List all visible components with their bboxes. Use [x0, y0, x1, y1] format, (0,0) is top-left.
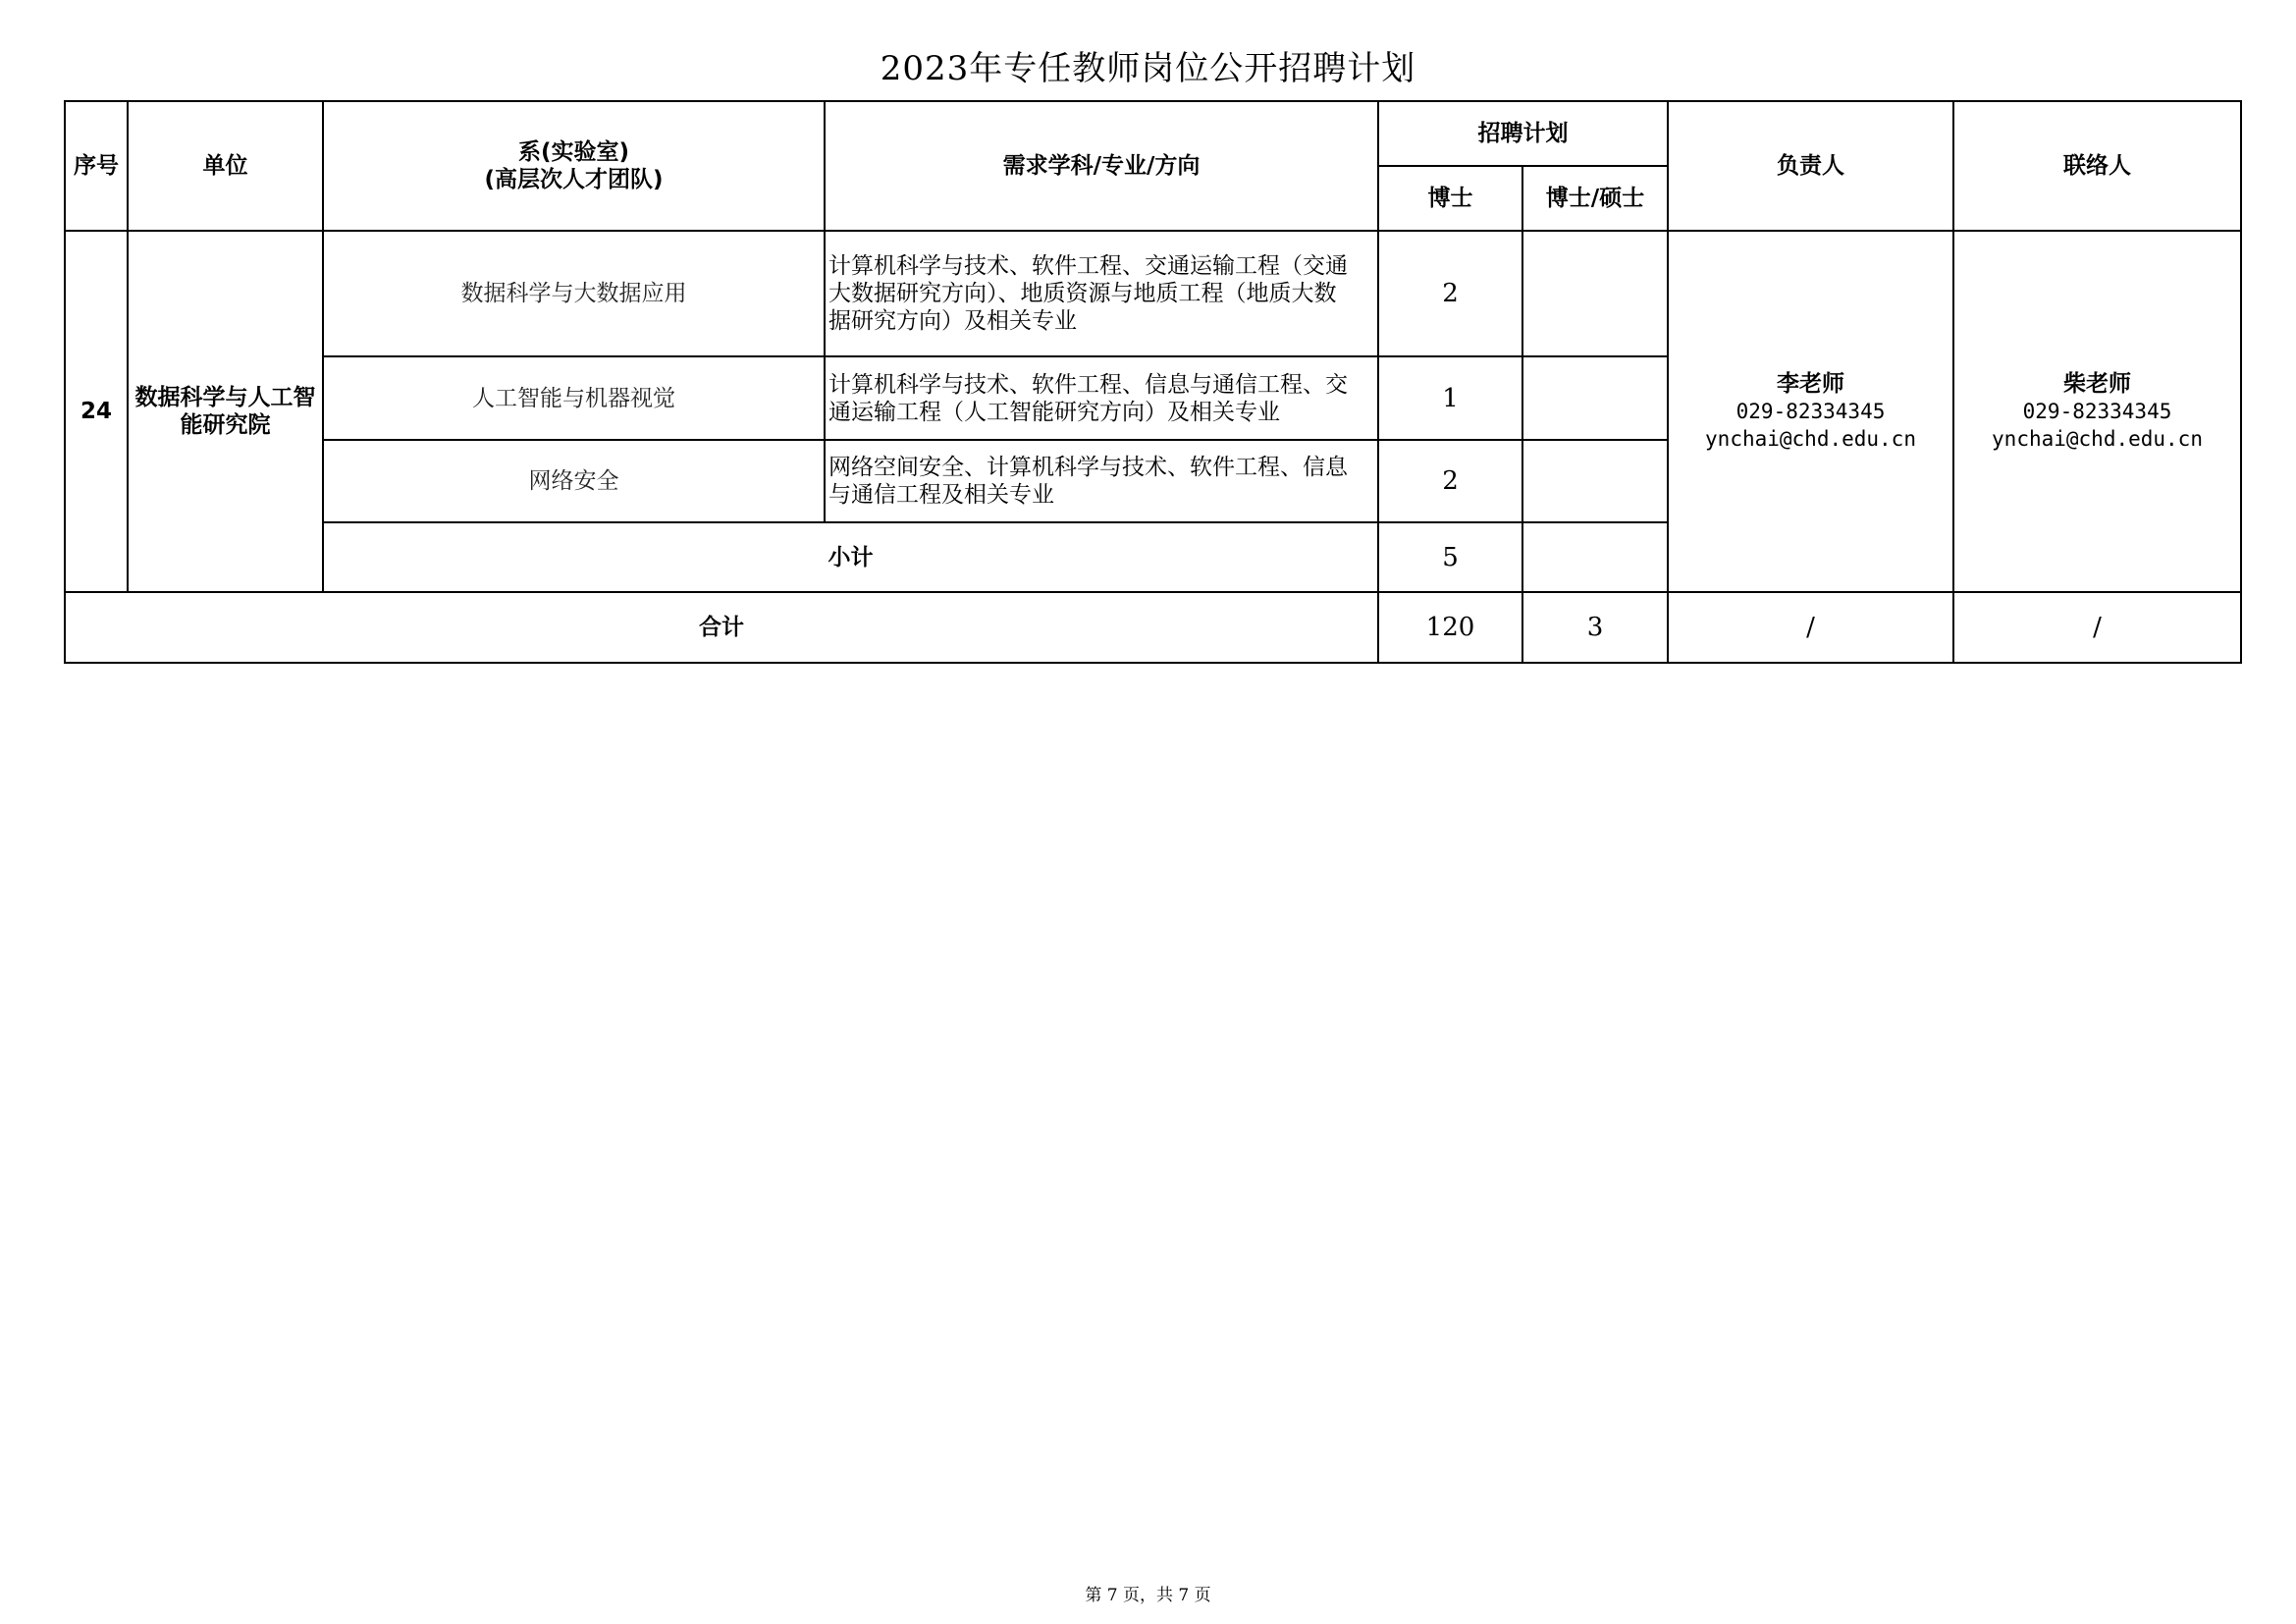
- header-dept-line1: 系(实验室): [517, 139, 630, 165]
- requirement-cell: 计算机科学与技术、软件工程、信息与通信工程、交通运输工程（人工智能研究方向）及相关专业: [825, 356, 1378, 440]
- seq-cell: 24: [65, 231, 128, 592]
- subtotal-phd-master: [1522, 522, 1668, 592]
- total-leader: /: [1668, 592, 1953, 663]
- header-dept: [323, 101, 825, 231]
- total-label: 合计: [65, 592, 1378, 663]
- leader-phone: 029-82334345: [1735, 400, 1886, 423]
- header-row-1: [65, 101, 2241, 166]
- phd-count-cell: 2: [1378, 440, 1522, 522]
- table-row: [65, 231, 2241, 356]
- header-dept-line2: (高层次人才团队): [484, 167, 664, 192]
- page-title: 2023年专任教师岗位公开招聘计划: [880, 49, 1416, 88]
- dept-cell: 网络安全: [323, 440, 825, 522]
- requirement-cell: 计算机科学与技术、软件工程、交通运输工程（交通大数据研究方向）、地质资源与地质工程（地质大数据研究方向）及相关专业: [825, 231, 1378, 356]
- contact-cell: [1953, 231, 2241, 592]
- phd-master-count-cell: [1522, 356, 1668, 440]
- dept-cell: 数据科学与大数据应用: [323, 231, 825, 356]
- header-unit: 单位: [128, 101, 323, 231]
- total-phd-master: 3: [1522, 592, 1668, 663]
- recruitment-plan-table: [64, 100, 2242, 664]
- total-phd: 120: [1378, 592, 1522, 663]
- total-contact: /: [1953, 592, 2241, 663]
- page-footer: 第 7 页，共 7 页: [1085, 1586, 1211, 1605]
- subtotal-phd: 5: [1378, 522, 1522, 592]
- header-phd-master: 博士/硕士: [1522, 166, 1668, 231]
- phd-master-count-cell: [1522, 440, 1668, 522]
- unit-cell: 数据科学与人工智能研究院: [128, 231, 323, 592]
- header-seq: 序号: [65, 101, 128, 231]
- requirement-cell: 网络空间安全、计算机科学与技术、软件工程、信息与通信工程及相关专业: [825, 440, 1378, 522]
- leader-cell: [1668, 231, 1953, 592]
- leader-name: 李老师: [1777, 371, 1844, 397]
- header-phd: 博士: [1378, 166, 1522, 231]
- contact-name: 柴老师: [2063, 371, 2131, 397]
- phd-count-cell: 1: [1378, 356, 1522, 440]
- leader-email: ynchai@chd.edu.cn: [1705, 427, 1916, 451]
- header-plan: 招聘计划: [1378, 101, 1668, 166]
- contact-phone: 029-82334345: [2022, 400, 2172, 423]
- header-contact: 联络人: [1953, 101, 2241, 231]
- phd-master-count-cell: [1522, 231, 1668, 356]
- dept-cell: 人工智能与机器视觉: [323, 356, 825, 440]
- total-row: [65, 592, 2241, 663]
- subtotal-label: 小计: [323, 522, 1378, 592]
- header-leader: 负责人: [1668, 101, 1953, 231]
- contact-email: ynchai@chd.edu.cn: [1992, 427, 2203, 451]
- phd-count-cell: 2: [1378, 231, 1522, 356]
- header-requirement: 需求学科/专业/方向: [825, 101, 1378, 231]
